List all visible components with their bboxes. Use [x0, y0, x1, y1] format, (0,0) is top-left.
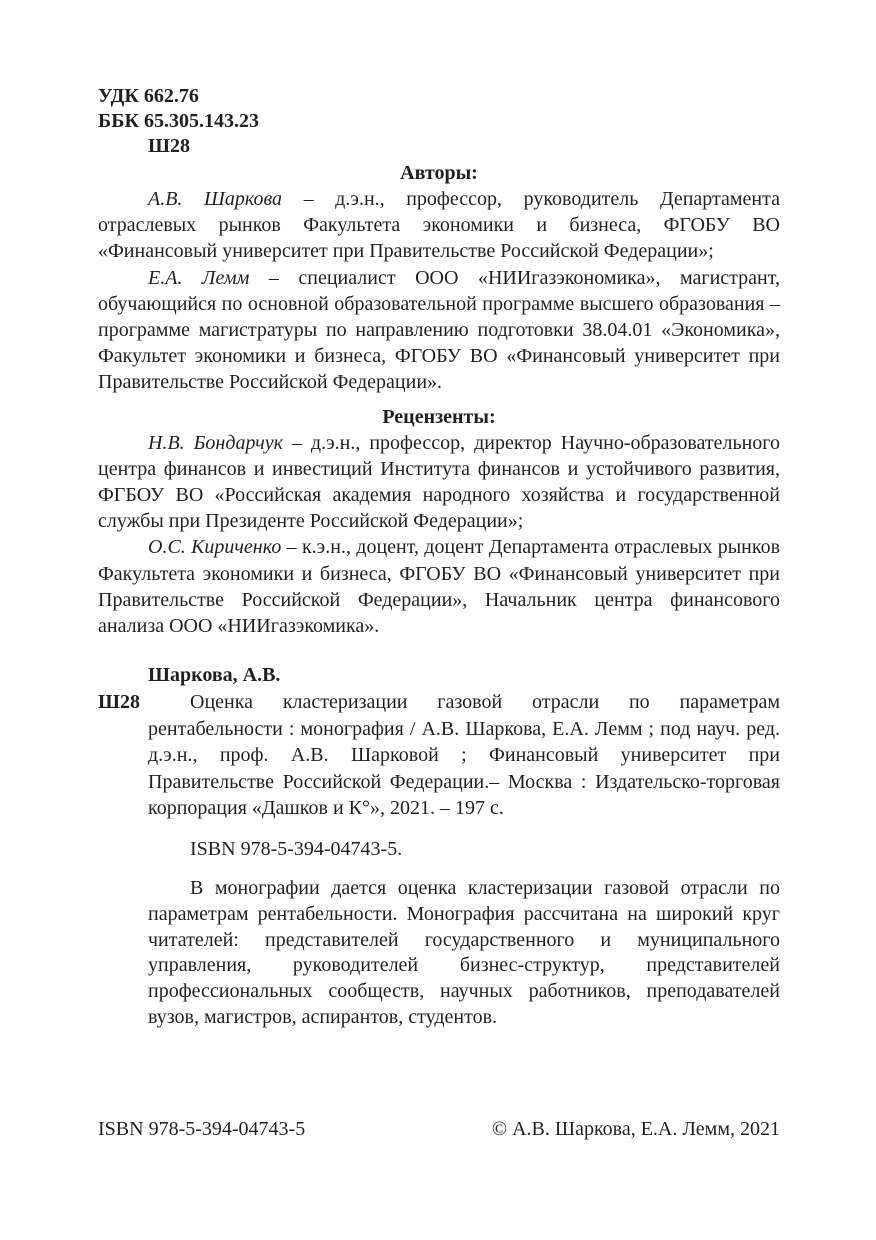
reviewer-entry [98, 430, 780, 535]
cutter-code: Ш28 [148, 135, 190, 157]
author-description: – специалист ООО «НИИгазэкономика», магистрант, обучающийся по основной образовательной программе высшего образования – программе магистратуры по направлению подготовки 38.04.01 «Экономика», Факультет экономики и бизнеса, ФГОБУ ВО «Финансовый университет при Правительстве Российской Федерации». [98, 266, 780, 394]
catalog-entry [98, 689, 780, 822]
reviewers-heading: Рецензенты: [382, 405, 496, 428]
catalog-author: Шаркова, А.В. [148, 664, 281, 686]
udk-code: УДК 662.76 [98, 85, 199, 107]
reviewer-description: – к.э.н., доцент, доцент Департамента отраслевых рынков Факультета экономики и бизнеса, ФГОБУ ВО «Финансовый университет при Правительстве Российской Федерации», Начальник центра финансового анализа ООО «НИИгазэкомика». [98, 536, 781, 638]
author-entry [98, 186, 780, 265]
footer-isbn: ISBN 978-5-394-04743-5 [98, 1118, 306, 1140]
credits-block [98, 160, 780, 639]
reviewer-name: О.С. Кириченко [148, 536, 282, 559]
catalog-isbn: ISBN 978-5-394-04743-5. [190, 837, 403, 860]
reviewer-entry [98, 534, 780, 639]
authors-heading: Авторы: [400, 162, 478, 184]
author-description: – д.э.н., профессор, руководитель Департамента отраслевых рынков Факультета экономики и бизнеса, ФГОБУ ВО «Финансовый университет при Правительстве Российской Федерации»; [98, 188, 780, 263]
bbk-code: ББК 65.305.143.23 [98, 110, 259, 132]
copyright: © А.В. Шаркова, Е.А. Лемм, 2021 [491, 1118, 780, 1140]
catalog-description: Оценка кластеризации газовой отрасли по параметрам рентабельности : монография / А.В. Шаркова, Е.А. Лемм ; под науч. ред. д.э.н., проф. А.В. Шарковой ; Финансовый университет при Правительстве Российской Федерации.– Москва : Издательско-торговая корпорация «Дашков и К°», 2021. – 197 с. [148, 691, 780, 820]
catalog-record [98, 662, 780, 1031]
catalog-cutter: Ш28 [98, 691, 140, 713]
annotation: В монографии дается оценка кластеризации газовой отрасли по параметрам рентабельности. Монография рассчитана на широкий круг читателей: представителей государственного и муниципального управления, руководителей бизнес-структур, представителей профессиональных сообществ, научных работников, преподавателей вузов, магистров, аспирантов, студентов. [148, 876, 780, 1028]
classification-codes [98, 84, 259, 159]
author-entry [98, 265, 780, 396]
reviewer-description: – д.э.н., профессор, директор Научно-образовательного центра финансов и инвестиций Института финансов и устойчивого развития, ФГБОУ ВО «Российская академия народного хозяйства и государственной службы при Президенте Российской Федерации»; [98, 431, 780, 533]
footer [98, 1116, 780, 1142]
reviewer-name: Н.В. Бондарчук [148, 431, 283, 454]
author-name: Е.А. Лемм [148, 266, 250, 289]
author-name: А.В. Шаркова [148, 188, 283, 210]
